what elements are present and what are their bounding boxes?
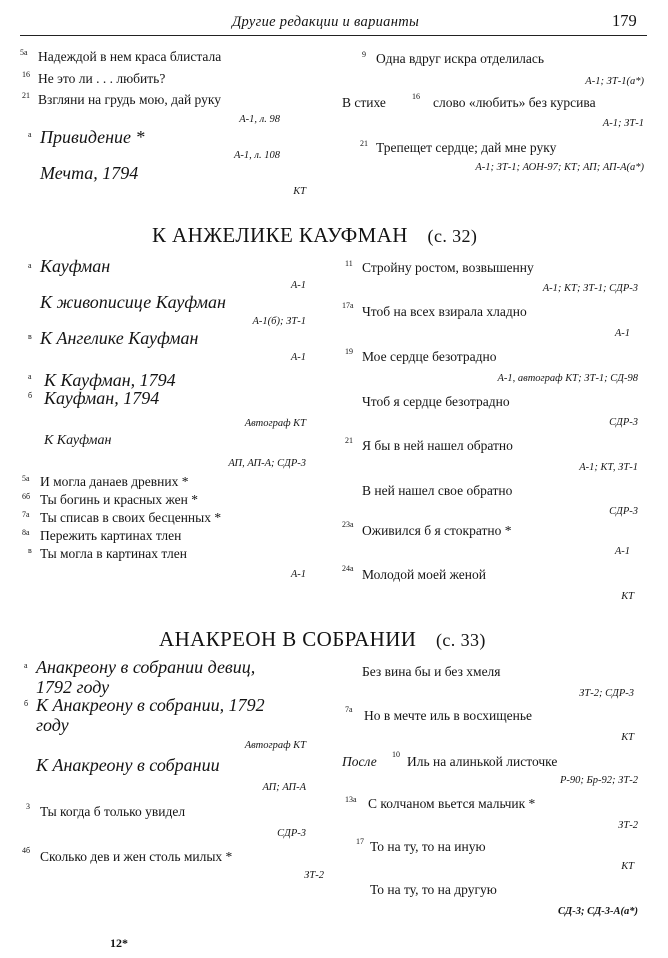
source-siglum: ЗТ-2 <box>304 870 324 881</box>
variant-title: Привидение * <box>40 127 145 147</box>
line-marker: 21 <box>345 436 353 445</box>
variant-note: слово «любить» без курсива <box>433 95 596 110</box>
header-rule <box>20 35 647 36</box>
line-marker: 7а <box>22 510 30 519</box>
variant-title: 1792 году <box>36 677 110 697</box>
source-siglum: КТ <box>293 186 306 197</box>
line-marker: 9 <box>362 50 366 59</box>
source-siglum: А-1, л. 108 <box>234 150 280 161</box>
variant-line: Без вина бы и без хмеля <box>362 664 501 679</box>
source-siglum: ЗТ-2 <box>618 820 638 831</box>
variant-note-prefix: После <box>342 754 377 769</box>
section-page-ref: (с. 32) <box>427 226 478 246</box>
variant-line: Ты списав в своих бесценных * <box>40 510 222 525</box>
variant-line: Я бы в ней нашел обратно <box>362 438 513 453</box>
source-siglum: А-1, автограф КТ; ЗТ-1; СД-98 <box>497 373 638 384</box>
line-marker: 7а <box>345 705 353 714</box>
variant-line: Молодой моей женой <box>362 567 486 582</box>
line-marker: 3 <box>26 802 30 811</box>
source-siglum: КТ <box>621 732 634 743</box>
variant-title: Мечта, 1794 <box>40 163 139 183</box>
source-siglum: СД-3; СД-3-А(а*) <box>558 906 638 917</box>
source-siglum: А-1 <box>290 352 306 363</box>
source-siglum: А-1; ЗТ-1(а*) <box>585 76 644 87</box>
variant-title: К Анакреону в собрании <box>36 755 220 775</box>
variant-line: Иль на алинькой листочке <box>407 754 558 769</box>
source-siglum: ЗТ-2; СДР-3 <box>579 688 634 699</box>
source-siglum: А-1 <box>290 569 306 580</box>
variant-title: году <box>36 715 69 735</box>
line-marker: 6б <box>22 492 31 501</box>
variant-line: Но в мечте иль в восхищенье <box>364 708 533 723</box>
variant-line: Пережить картинах тлен <box>40 528 182 543</box>
variant-title: К живописице Кауфман <box>40 292 226 312</box>
variant-line: С колчаном вьется мальчик * <box>368 796 536 811</box>
variant-line: То на ту, то на иную <box>370 839 486 854</box>
line-marker: а <box>28 130 32 139</box>
source-siglum: Р-90; Бр-92; ЗТ-2 <box>559 775 638 786</box>
section-page-ref: (с. 33) <box>436 630 486 650</box>
section-title <box>152 223 477 248</box>
line-marker: 21 <box>22 91 30 100</box>
source-siglum: Автограф КТ <box>244 740 306 751</box>
line-marker: а <box>28 261 32 270</box>
variant-line: В ней нашел свое обратно <box>362 483 513 498</box>
variant-line: То на ту, то на другую <box>370 882 497 897</box>
variant-line: Сколько дев и жен столь милых * <box>40 849 233 864</box>
variant-line: Не это ли . . . любить? <box>38 71 166 86</box>
source-siglum: А-1, л. 98 <box>239 114 280 125</box>
variant-line: Чтоб я сердце безотрадно <box>362 394 510 409</box>
section-title-text: АНАКРЕОН В СОБРАНИИ <box>159 627 417 651</box>
section-title <box>159 627 486 652</box>
variant-title: К Кауфман, 1794 <box>44 370 176 390</box>
variant-line: Ты могла в картинах тлен <box>40 546 187 561</box>
source-siglum: КТ <box>621 591 634 602</box>
line-marker: в <box>28 332 32 341</box>
source-siglum: А-1(б); ЗТ-1 <box>252 316 306 327</box>
source-siglum: А-1 <box>290 280 306 291</box>
line-marker: б <box>24 699 29 708</box>
line-marker: 23а <box>342 520 354 529</box>
source-siglum: КТ <box>621 861 634 872</box>
source-siglum: А-1; ЗТ-1; АОН-97; КТ; АП; АП-А(а*) <box>475 162 644 173</box>
variant-title: Анакреону в собрании девиц, <box>36 657 256 677</box>
variant-line: И могла данаев древних * <box>40 474 189 489</box>
variant-title: Кауфман <box>40 256 111 276</box>
line-marker: 16 <box>22 70 30 79</box>
line-marker: б <box>28 391 33 400</box>
line-marker: а <box>24 661 28 670</box>
variant-line: Ты когда б только увидел <box>40 804 186 819</box>
variant-line: Ты богинь и красных жен * <box>40 492 198 507</box>
line-marker: 21 <box>360 139 368 148</box>
source-siglum: А-1; КТ; ЗТ-1; СДР-3 <box>542 283 638 294</box>
variant-title: Кауфман, 1794 <box>44 388 160 408</box>
line-marker: 19 <box>345 347 353 356</box>
source-siglum: А-1 <box>614 328 630 339</box>
variant-title: К Кауфман <box>44 433 112 448</box>
line-marker: а <box>28 372 32 381</box>
line-marker: 11 <box>345 259 353 268</box>
source-siglum: АП; АП-А <box>262 782 306 793</box>
line-marker: 13а <box>345 795 357 804</box>
variant-title: К Ангелике Кауфман <box>40 328 199 348</box>
line-marker: 16 <box>412 92 420 101</box>
variant-note-prefix: В стихе <box>342 95 386 110</box>
line-marker: 17 <box>356 837 364 846</box>
variant-line: Взгляни на грудь мою, дай руку <box>38 92 221 107</box>
line-marker: 10 <box>392 750 400 759</box>
variant-line: Стройну ростом, возвышенну <box>362 260 534 275</box>
line-marker: 24а <box>342 564 354 573</box>
line-marker: 8а <box>22 528 30 537</box>
source-siglum: Автограф КТ <box>244 418 306 429</box>
source-siglum: СДР-3 <box>609 506 638 517</box>
source-siglum: А-1; ЗТ-1 <box>602 118 644 129</box>
page-number: 179 <box>612 11 637 30</box>
line-marker: 17а <box>342 301 354 310</box>
variant-line: Чтоб на всех взирала хладно <box>362 304 527 319</box>
running-header: Другие редакции и варианты <box>232 14 420 30</box>
source-siglum: А-1 <box>614 546 630 557</box>
variant-line: Оживился б я стократно * <box>362 523 512 538</box>
source-siglum: А-1; КТ, ЗТ-1 <box>579 462 638 473</box>
source-siglum: СДР-3 <box>277 828 306 839</box>
variant-line: Трепещет сердце; дай мне руку <box>376 140 557 155</box>
variant-line: Надеждой в нем краса блистала <box>38 49 222 64</box>
line-marker: 5а <box>20 48 28 57</box>
variant-line: Одна вдруг искра отделилась <box>376 51 545 66</box>
source-siglum: СДР-3 <box>609 417 638 428</box>
variant-title: К Анакреону в собрании, 1792 <box>36 695 265 715</box>
line-marker: в <box>28 546 32 555</box>
line-marker: 5а <box>22 474 30 483</box>
variant-line: Мое сердце безотрадно <box>362 349 497 364</box>
line-marker: 4б <box>22 846 31 855</box>
signature-mark: 12* <box>110 936 128 950</box>
source-siglum: АП, АП-А; СДР-3 <box>228 458 306 469</box>
section-title-text: К АНЖЕЛИКЕ КАУФМАН <box>152 223 408 247</box>
